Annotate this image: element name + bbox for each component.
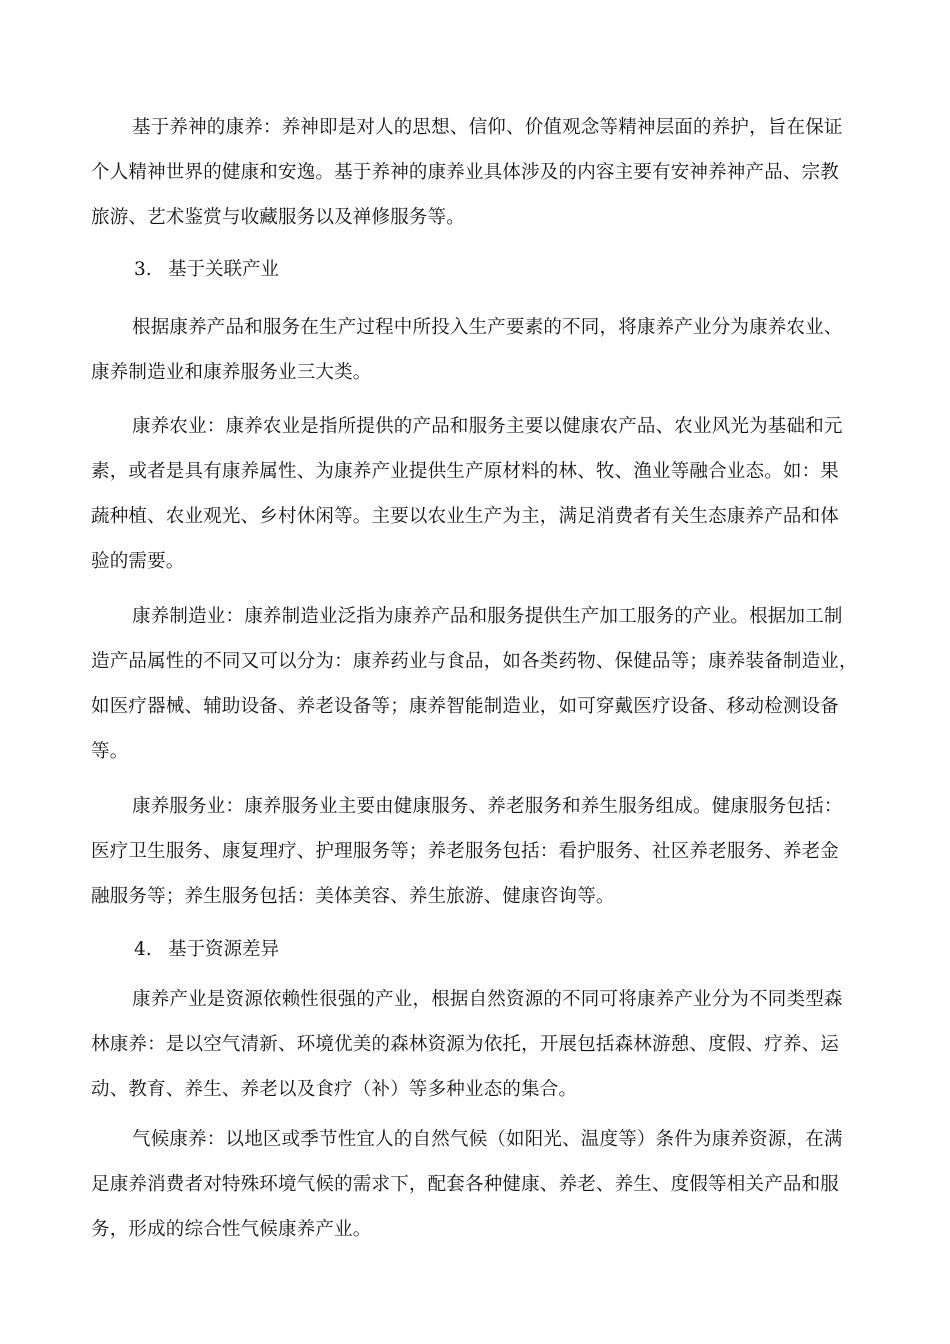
paragraph-line: 如医疗器械、辅助设备、养老设备等；康养智能制造业，如可穿戴医疗设备、移动检测设备 [91, 696, 840, 717]
paragraph-line: 足康养消费者对特殊环境气候的需求下，配套各种健康、养老、养生、度假等相关产品和服 [91, 1174, 840, 1195]
heading-text: 基于资源差异 [168, 939, 280, 960]
paragraph-wellness-agriculture [91, 412, 866, 577]
paragraph-line: 根据康养产品和服务在生产过程中所投入生产要素的不同，将康养产业分为康养农业、 [132, 317, 843, 338]
paragraph-line: 蔬种植、农业观光、乡村休闲等。主要以农业生产为主，满足消费者有关生态康养产品和体 [91, 506, 840, 527]
paragraph-line: 林康养：是以空气清新、环境优美的森林资源为依托，开展包括森林游憩、度假、疗养、运 [91, 1034, 840, 1055]
paragraph-resource-differences [91, 985, 866, 1105]
paragraph-line: 动、教育、养生、养老以及食疗（补）等多种业态的集合。 [91, 1079, 578, 1100]
paragraph-line: 康养农业：康养农业是指所提供的产品和服务主要以健康农产品、农业风光为基础和元 [132, 416, 843, 437]
heading-number: 3. [134, 259, 152, 280]
paragraph-line: 验的需要。 [91, 551, 185, 572]
paragraph-line: 医疗卫生服务、康复理疗、护理服务等；养老服务包括：看护服务、社区养老服务、养老金 [91, 841, 840, 862]
paragraph-wellness-services [91, 792, 866, 912]
paragraph-line: 等。 [91, 741, 129, 762]
paragraph-line: 康养服务业：康养服务业主要由健康服务、养老服务和养生服务组成。健康服务包括： [132, 796, 843, 817]
heading-number: 4. [134, 939, 152, 960]
paragraph-related-industries [91, 313, 866, 388]
paragraph-wellness-manufacturing [91, 602, 866, 767]
paragraph-line: 康养产业是资源依赖性很强的产业，根据自然资源的不同可将康养产业分为不同类型森 [132, 989, 843, 1010]
heading-text: 基于关联产业 [168, 259, 280, 280]
paragraph-line: 基于养神的康养：养神即是对人的思想、信仰、价值观念等精神层面的养护，旨在保证 [132, 117, 843, 138]
paragraph-line: 素，或者是具有康养属性、为康养产业提供生产原材料的林、牧、渔业等融合业态。如：果 [91, 461, 840, 482]
paragraph-line: 气候康养：以地区或季节性宜人的自然气候（如阳光、温度等）条件为康养资源，在满 [132, 1129, 843, 1150]
paragraph-line: 旅游、艺术鉴赏与收藏服务以及禅修服务等。 [91, 207, 466, 228]
paragraph-line: 康养制造业和康养服务业三大类。 [91, 362, 372, 383]
paragraph-line: 个人精神世界的健康和安逸。基于养神的康养业具体涉及的内容主要有安神养神产品、宗教 [91, 162, 840, 183]
paragraph-line: 融服务等；养生服务包括：美体美容、养生旅游、健康咨询等。 [91, 886, 615, 907]
section-heading-4 [134, 935, 279, 965]
paragraph-line: 康养制造业：康养制造业泛指为康养产品和服务提供生产加工服务的产业。根据加工制 [132, 606, 843, 627]
section-heading-3 [134, 255, 279, 285]
paragraph-spirit-wellness [91, 113, 866, 233]
paragraph-line: 务，形成的综合性气候康养产业。 [91, 1219, 372, 1240]
paragraph-climate-wellness [91, 1125, 866, 1245]
paragraph-line: 造产品属性的不同又可以分为：康养药业与食品，如各类药物、保健品等；康养装备制造业， [91, 651, 858, 672]
